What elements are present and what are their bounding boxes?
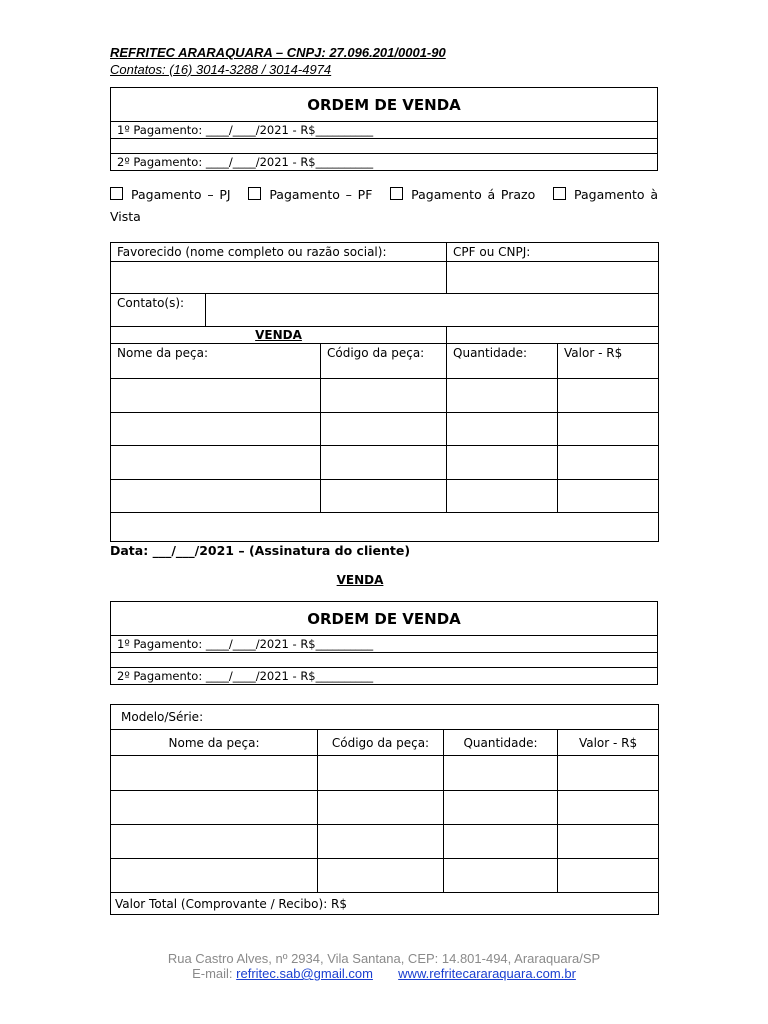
blank-row — [111, 653, 658, 668]
option-pj[interactable] — [110, 187, 231, 202]
col-header-nome: Nome da peça: — [111, 730, 318, 756]
cell-valor[interactable] — [558, 756, 659, 791]
col-header-valor: Valor - R$ — [558, 344, 659, 379]
cell-codigo[interactable] — [318, 825, 444, 859]
client-sale-table — [110, 242, 659, 542]
cell-codigo[interactable] — [321, 413, 447, 446]
table-row — [111, 791, 659, 825]
modelo-label[interactable]: Modelo/Série: — [111, 705, 659, 730]
footer-address: Rua Castro Alves, nº 2934, Vila Santana, CEP: 14.801-494, Araraquara/SP — [167, 951, 601, 966]
checkbox-vista[interactable] — [553, 187, 566, 200]
table-row — [111, 480, 659, 513]
cell-nome[interactable] — [111, 413, 321, 446]
contato-label: Contato(s): — [111, 294, 206, 327]
cell-valor[interactable] — [558, 825, 659, 859]
col-header-codigo: Código da peça: — [318, 730, 444, 756]
cell-quantidade[interactable] — [444, 791, 558, 825]
order-box-1 — [110, 87, 658, 171]
cell-codigo[interactable] — [321, 480, 447, 513]
payment-2-line[interactable]: 2º Pagamento: ____/____/2021 - R$__________ — [111, 668, 658, 685]
option-pf-label: Pagamento – PF — [269, 187, 373, 202]
cell-codigo[interactable] — [318, 791, 444, 825]
payment-1-line[interactable]: 1º Pagamento: ____/____/2021 - R$__________ — [111, 122, 658, 139]
table-row — [111, 413, 659, 446]
order-title-1: ORDEM DE VENDA — [111, 88, 658, 122]
cell-quantidade[interactable] — [447, 446, 558, 480]
cell-codigo[interactable] — [321, 446, 447, 480]
cell-nome[interactable] — [111, 825, 318, 859]
checkbox-pj[interactable] — [110, 187, 123, 200]
venda-blank — [447, 327, 659, 344]
favorecido-field[interactable] — [111, 262, 447, 294]
cell-nome[interactable] — [111, 859, 318, 893]
table-row — [111, 859, 659, 893]
signature-field[interactable] — [111, 513, 659, 542]
col-header-nome: Nome da peça: — [111, 344, 321, 379]
cell-nome[interactable] — [111, 446, 321, 480]
cell-nome[interactable] — [111, 791, 318, 825]
option-pj-label: Pagamento – PJ — [131, 187, 231, 202]
cell-nome[interactable] — [111, 379, 321, 413]
cell-valor[interactable] — [558, 413, 659, 446]
signature-date-line: Data: ___/___/2021 – (Assinatura do cliente) — [110, 543, 411, 558]
contacts-header: Contatos: (16) 3014-3288 / 3014-4974 — [110, 62, 332, 77]
col-header-valor: Valor - R$ — [558, 730, 659, 756]
cell-valor[interactable] — [558, 446, 659, 480]
website-link[interactable]: www.refritecararaquara.com.br — [398, 966, 576, 981]
option-pf[interactable] — [248, 187, 372, 202]
cell-valor[interactable] — [558, 859, 659, 893]
email-link[interactable]: refritec.sab@gmail.com — [236, 966, 373, 981]
checkbox-prazo[interactable] — [390, 187, 403, 200]
cell-nome[interactable] — [111, 480, 321, 513]
cell-valor[interactable] — [558, 791, 659, 825]
cpf-label: CPF ou CNPJ: — [447, 243, 659, 262]
cpf-field[interactable] — [447, 262, 659, 294]
cell-nome[interactable] — [111, 756, 318, 791]
table-row — [111, 446, 659, 480]
cell-codigo[interactable] — [321, 379, 447, 413]
cell-quantidade[interactable] — [444, 756, 558, 791]
cell-quantidade[interactable] — [447, 379, 558, 413]
cell-quantidade[interactable] — [444, 859, 558, 893]
company-header: REFRITEC ARARAQUARA – CNPJ: 27.096.201/0001-90 — [110, 45, 446, 60]
blank-row — [111, 139, 658, 154]
venda-heading: VENDA — [336, 573, 384, 587]
payment-2-line[interactable]: 2º Pagamento: ____/____/2021 - R$__________ — [111, 154, 658, 171]
order-title-2: ORDEM DE VENDA — [111, 602, 658, 636]
table-row — [111, 825, 659, 859]
order-box-2 — [110, 601, 658, 685]
footer-contacts — [0, 966, 768, 981]
option-prazo-label: Pagamento á Prazo — [411, 187, 536, 202]
cell-quantidade[interactable] — [447, 480, 558, 513]
contato-field[interactable] — [206, 294, 659, 327]
favorecido-label: Favorecido (nome completo ou razão social): — [111, 243, 447, 262]
parts-table — [110, 704, 659, 915]
col-header-codigo: Código da peça: — [321, 344, 447, 379]
table-row — [111, 379, 659, 413]
cell-quantidade[interactable] — [447, 413, 558, 446]
payment-options — [110, 184, 658, 228]
option-vista-label: Pagamento à Vista — [110, 187, 658, 224]
table-row — [111, 756, 659, 791]
cell-codigo[interactable] — [318, 756, 444, 791]
cell-valor[interactable] — [558, 379, 659, 413]
col-header-quantidade: Quantidade: — [444, 730, 558, 756]
cell-valor[interactable] — [558, 480, 659, 513]
checkbox-pf[interactable] — [248, 187, 261, 200]
total-label[interactable]: Valor Total (Comprovante / Recibo): R$ — [111, 893, 659, 915]
cell-codigo[interactable] — [318, 859, 444, 893]
footer-email-label: E-mail: — [192, 966, 233, 981]
payment-1-line[interactable]: 1º Pagamento: ____/____/2021 - R$__________ — [111, 636, 658, 653]
col-header-quantidade: Quantidade: — [447, 344, 558, 379]
option-prazo[interactable] — [390, 187, 535, 202]
venda-label: VENDA — [111, 327, 447, 344]
cell-quantidade[interactable] — [444, 825, 558, 859]
